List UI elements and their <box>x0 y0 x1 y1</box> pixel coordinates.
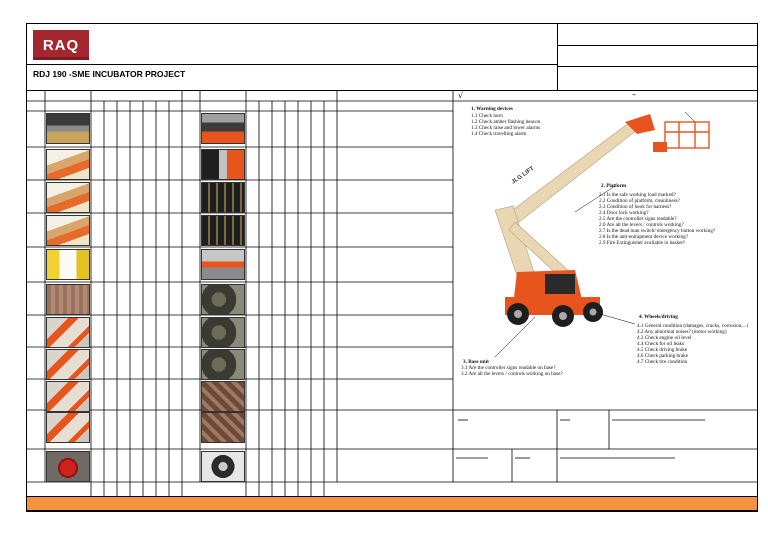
section-item: 4.4 Check for oil leaks <box>637 341 685 347</box>
engine-cover <box>545 274 575 294</box>
section-heading: 4. Wheels/driving <box>639 314 678 320</box>
photo-control-panel <box>201 182 245 213</box>
company-logo: RAQ <box>33 30 89 60</box>
boom-lift-diagram <box>455 102 757 408</box>
photo-wheel <box>201 451 245 482</box>
section-item: 2.6 Are all the levers / controls working? <box>599 222 684 228</box>
photo-red-button <box>46 451 90 482</box>
photo-dashboard-panel <box>46 113 90 144</box>
section-heading: 1. Warning devices <box>471 106 513 112</box>
photo-orange-frame <box>46 412 90 443</box>
photo-wall-rust <box>46 284 90 315</box>
project-title: RDJ 190 -SME INCUBATOR PROJECT <box>33 69 186 79</box>
section-heading: 3. Base unit <box>463 359 489 365</box>
section-item: 1.1 Check horn <box>471 113 503 119</box>
section-item: 2.8 Is the anti-entrapment device working? <box>599 234 689 240</box>
section-item: 2.3 Condition of hook for harness? <box>599 204 672 210</box>
check-symbol: √ <box>458 91 464 100</box>
dash-symbol: – <box>632 90 636 99</box>
section-item: 4.7 Check tire condition <box>637 359 688 365</box>
section-item: 4.5 Check driving brake <box>637 347 688 353</box>
section-item: 2.9 Fire Extinguisher available in basket? <box>599 240 686 246</box>
section-item: 2.7 Is the dead man switch/ emergency button working? <box>599 228 716 234</box>
platform-basket <box>665 122 709 148</box>
section-item: 3.2 Are all the levers / controls working on base? <box>461 371 563 377</box>
photo-building-yard <box>201 249 245 280</box>
section-item: 4.3 Check engine oil level <box>637 335 692 341</box>
photo-orange-frame <box>46 317 90 348</box>
photo-boom-label <box>46 182 90 213</box>
section-item: 3.1 Are the controller signs readable on base? <box>461 365 556 371</box>
boom-label: JLG LIFT <box>510 165 536 186</box>
photo-engine-bay <box>201 317 245 348</box>
photo-orange-frame <box>46 381 90 412</box>
boom-lift-drawing <box>455 102 757 408</box>
photo-orange-frame <box>46 349 90 380</box>
photo-control-panel <box>201 215 245 246</box>
photo-yellow-panel <box>46 249 90 280</box>
section-item: 4.1 General condition (damages, cracks, corrosion,...) <box>637 323 749 329</box>
section-item: 2.4 Door lock working? <box>599 210 649 216</box>
photo-engine-bay <box>201 284 245 315</box>
photo-tyre-tread <box>201 412 245 443</box>
section-item: 2.1 Is the safe working load marked? <box>599 192 676 198</box>
photo-control-box <box>201 113 245 144</box>
section-item: 2.5 Are the controller signs readable? <box>599 216 677 222</box>
section-item: 1.3 Check raise and lower alarms <box>471 125 541 131</box>
photo-platform-controls <box>201 149 245 180</box>
section-heading: 2. Platform <box>601 183 627 189</box>
section-item: 1.4 Check travelling alarm <box>471 131 527 137</box>
footer-bar <box>26 496 758 511</box>
photo-boom-label <box>46 215 90 246</box>
section-item: 1.2 Check amber flashing beacon <box>471 119 541 125</box>
photo-boom-label <box>46 149 90 180</box>
photo-engine-bay <box>201 349 245 380</box>
section-item: 4.6 Check parking brake <box>637 353 688 359</box>
basket-mount <box>653 142 667 152</box>
section-item: 2.2 Condition of platform, cleanliness? <box>599 198 680 204</box>
section-item: 4.2 Any abnormal noises? (motor working) <box>637 329 727 335</box>
photo-tyre-tread <box>201 381 245 412</box>
